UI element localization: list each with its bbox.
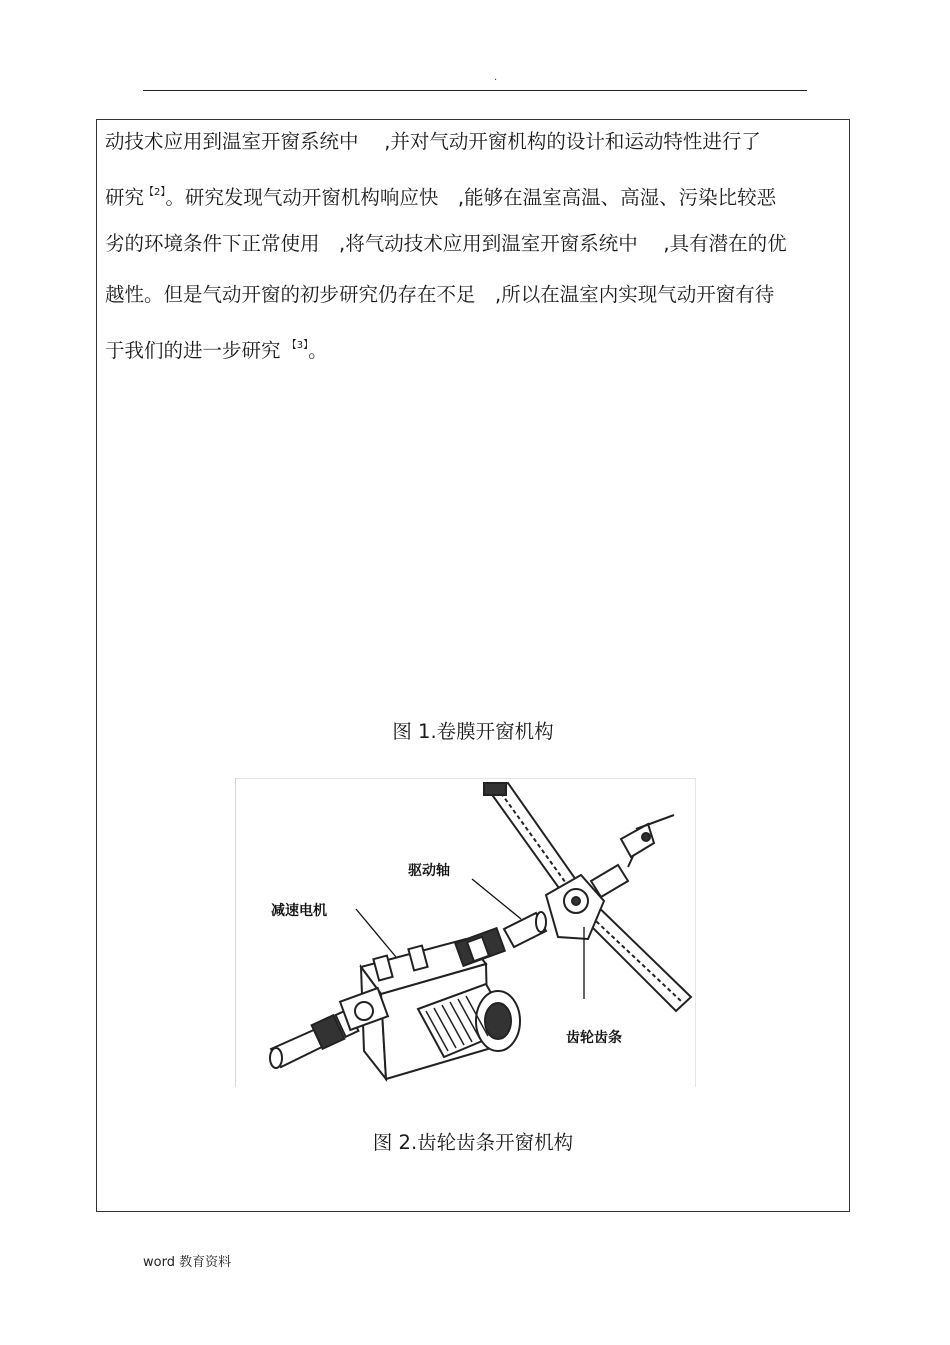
body-line-3: 劣的环境条件下正常使用 ,将气动技术应用到温室开窗系统中 ,具有潜在的优 [105, 232, 787, 255]
header-rule [143, 90, 807, 91]
body-line-5 [105, 332, 328, 365]
body-line-2-start: 研究 [105, 186, 145, 209]
body-line-5-start: 于我们的进一步研究 [105, 339, 287, 362]
figure2-image [235, 778, 696, 1087]
citation-2: 【2】 [144, 187, 166, 198]
coupling [455, 928, 505, 966]
citation-3: 【3】 [286, 340, 309, 351]
label-drive-shaft: 驱动轴 [408, 863, 450, 879]
header-dot: . [494, 72, 498, 83]
figure2-caption: 图 2.齿轮齿条开窗机构 [372, 1131, 574, 1154]
page-footer: word 教育资料 [143, 1255, 232, 1270]
body-line-2 [105, 179, 776, 212]
figure1-caption: 图 1.卷膜开窗机构 [392, 720, 554, 743]
right-shaft [591, 815, 674, 897]
content-frame [96, 119, 850, 1212]
body-line-1: 动技术应用到温室开窗系统中 ,并对气动开窗机构的设计和运动特性进行了 [105, 130, 761, 153]
rack-pinion-illustration [236, 779, 695, 1087]
body-line-5-end: 。 [308, 339, 328, 362]
body-line-2-end: 。研究发现气动开窗机构响应快 ,能够在温室高温、高湿、污染比较恶 [165, 186, 777, 209]
drive-shaft [504, 912, 546, 947]
label-rack-gear: 齿轮齿条 [566, 1030, 622, 1046]
body-line-4: 越性。但是气动开窗的初步研究仍存在不足 ,所以在温室内实现气动开窗有待 [105, 283, 775, 306]
label-reduction-motor: 减速电机 [271, 903, 327, 919]
